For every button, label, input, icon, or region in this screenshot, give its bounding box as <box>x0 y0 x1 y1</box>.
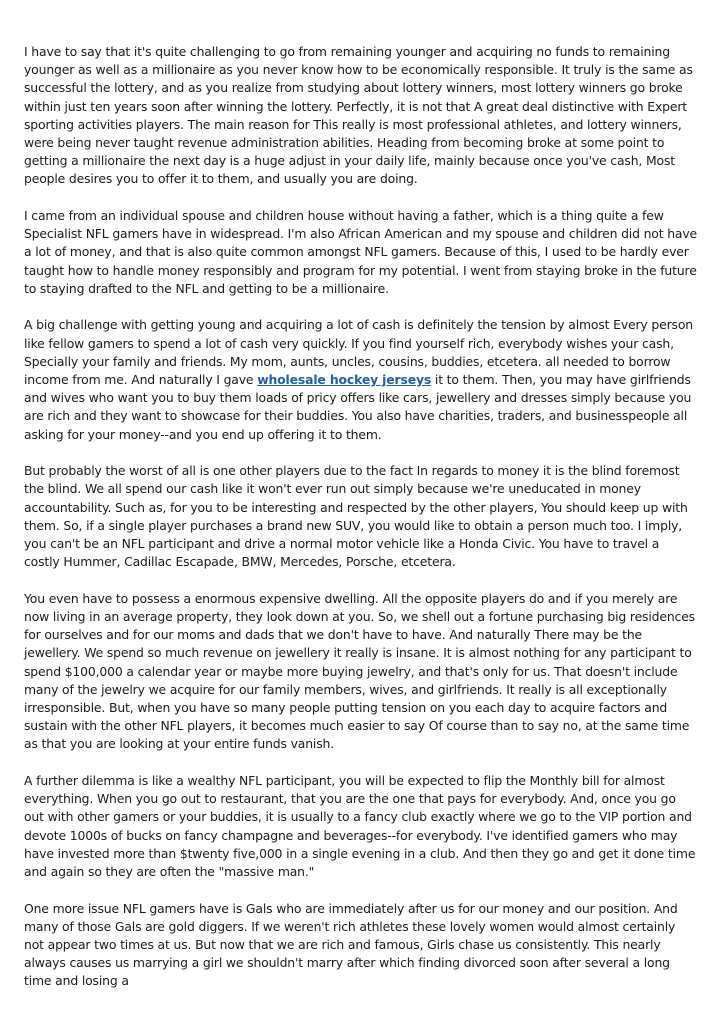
paragraph-4: But probably the worst of all is one other players due to the fact In regards to money it is the blind foremost the blind. We all spend our cash like it won't ever run out simply because we're uneducated in money accountability. Such as, for you to be interesting and respected by the other players, You should keep up with them. So, if a single player purchases a brand new SUV, you would like to obtain a person much too. I imply, you can't be an NFL participant and drive a normal motor vehicle like a Honda Civic. You have to travel a costly Hummer, Cadillac Escapade, BMW, Mercedes, Porsche, etcetera. <box>24 463 688 570</box>
wholesale-hockey-jerseys-link[interactable]: wholesale hockey jerseys <box>257 372 432 388</box>
paragraph-3 <box>24 316 698 443</box>
paragraph-3-text-before: A big challenge with getting young and acquiring a lot of cash is definitely the tension by almost Every person like fellow gamers to spend a lot of cash very quickly. If you find yourself rich, everybody wishes your cash, Specially your family and friends. My mom, aunts, uncles, cousins, buddies, etcetera. all needed to borrow income from me. And naturally I gave <box>24 317 693 388</box>
paragraph-3-text-after: it to them. Then, you may have girlfriends and wives who want you to buy them loads of pricy offers like cars, jewellery and dresses simply because you are rich and they want to showcase for their buddies. You also have charities, traders, and businesspeople all asking for your money--and you end up offering it to them. <box>24 372 692 442</box>
paragraph-5: You even have to possess a enormous expensive dwelling. All the opposite players do and if you merely are now living in an average property, they look down at you. So, we shell out a fortune purchasing big residences for ourselves and for our moms and dads that we don't have to have. And naturally There may be the jewellery. We spend so much revenue on jewellery it really is insane. It is almost nothing for any participant to spend $100,000 a calendar year or maybe more buying jewelry, and that's only for us. That doesn't include many of the jewelry we acquire for our family members, wives, and girlfriends. It really is all exceptionally irresponsible. But, when you have so many people putting tension on you each day to acquire factors and sustain with the other NFL players, it becomes much easier to say Of course than to say no, at the same time as that you are looking at your entire funds vanish. <box>24 590 695 752</box>
paragraph-6: A further dilemma is like a wealthy NFL participant, you will be expected to flip the Monthly bill for almost everything. When you go out to restaurant, that you are the one that pays for everybody. And, once you go out with other gamers or your buddies, it is usually to a fancy club exactly where we go to the VIP portion and devote 1000s of bucks on fancy champagne and beverages--for everybody. I've identified gamers who may have invested more than $twenty five,000 in a single evening in a club. And then they go and get it done time and again so they are often the "massive man." <box>24 773 696 880</box>
document-body <box>24 43 698 1009</box>
paragraph-7: One more issue NFL gamers have is Gals who are immediately after us for our money and our position. And many of those Gals are gold diggers. If we weren't rich athletes these lovely women would almost certainly not appear two times at us. But now that we are rich and famous, Girls chase us consistently. This nearly always causes us marrying a girl we shouldn't marry after which finding divorced soon after several a long time and losing a <box>24 900 678 989</box>
paragraph-2: I came from an individual spouse and children house without having a father, which is a thing quite a few Specialist NFL gamers have in widespread. I'm also African American and my spouse and children did not have a lot of money, and that is also quite common amongst NFL gamers. Because of this, I used to be hardly ever taught how to handle money responsibly and program for my potential. I went from staying broke in the future to staying drafted to the NFL and getting to be a millionaire. <box>24 208 698 296</box>
paragraph-1: I have to say that it's quite challenging to go from remaining younger and acquiring no funds to remaining younger as well as a millionaire as you never know how to be economically responsible. It truly is the same as successful the lottery, and as you realize from studying about lottery winners, most lottery winners go broke within just ten years soon after winning the lottery. Perfectly, it is not that A great deal distinctive with Expert sporting activities players. The main reason for This really is most professional athletes, and lottery winners, were being never taught revenue administration abilities. Heading from becoming broke at some point to getting a millionaire the next day is a huge adjust in your daily life, mainly because once you've cash, Most people desires you to offer it to them, and usually you are doing. <box>24 44 693 187</box>
